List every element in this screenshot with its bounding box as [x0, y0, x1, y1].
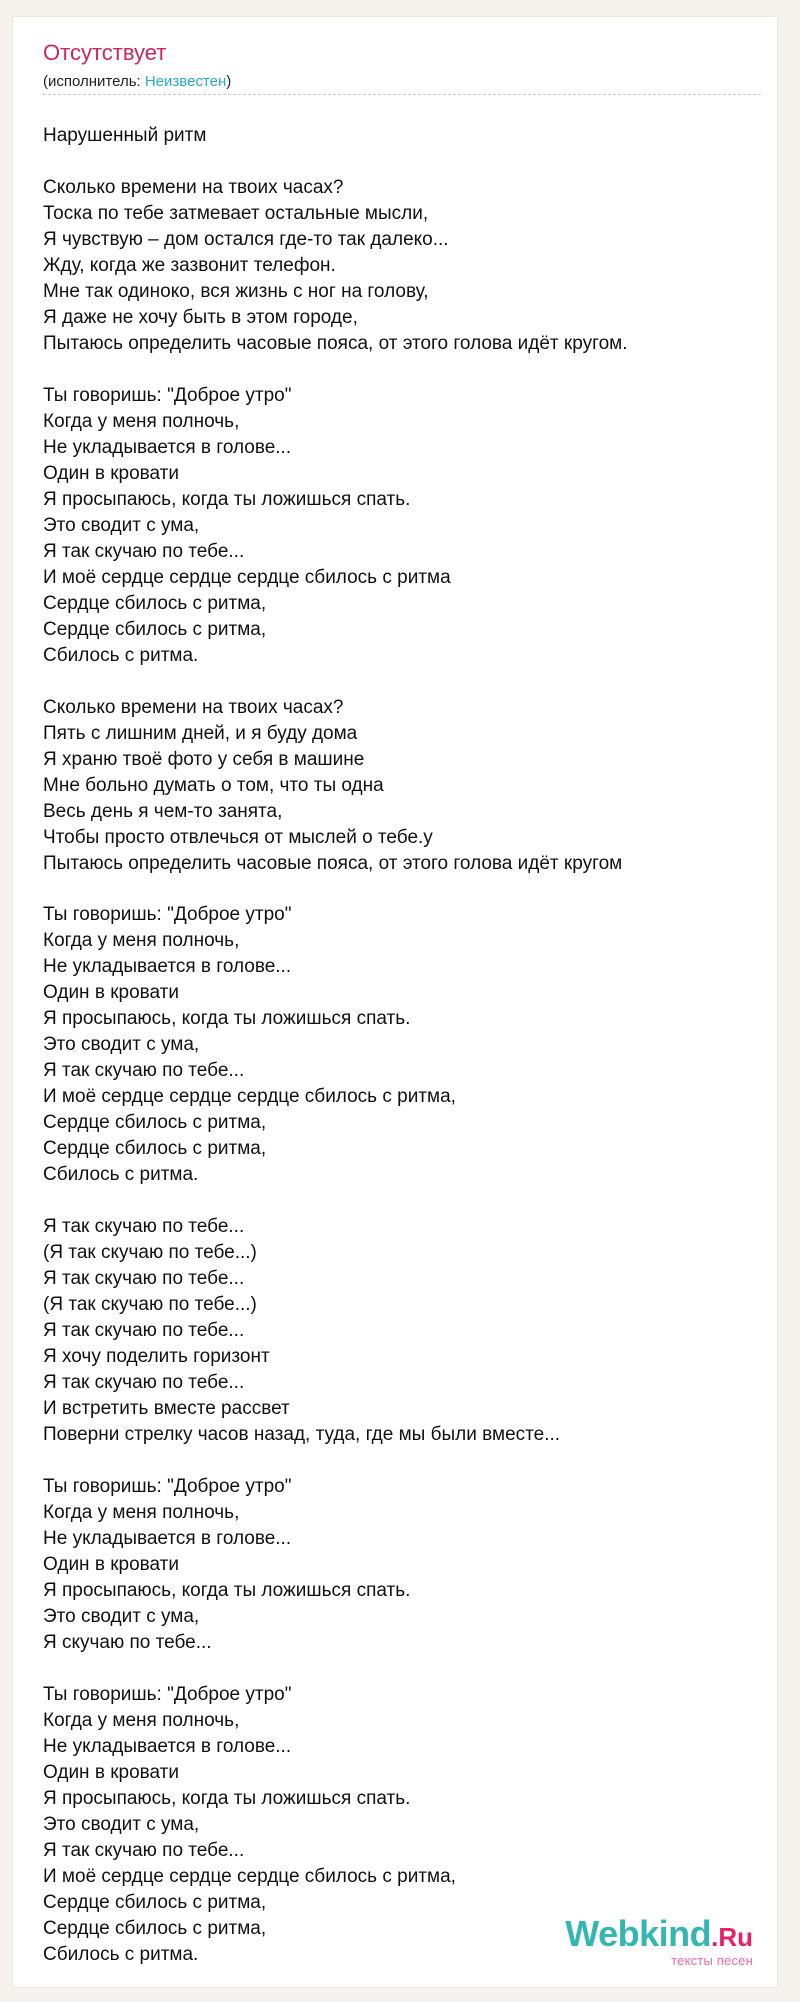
- lyrics-line: Сколько времени на твоих часах?: [43, 696, 344, 718]
- lyrics-line: И моё сердце сердце сердце сбилось с ритма,: [43, 1086, 456, 1108]
- lyrics-line: Сбилось с ритма.: [43, 1164, 199, 1186]
- lyrics-line: Сердце сбилось с ритма,: [43, 1917, 267, 1939]
- logo-suffix: .Ru: [711, 1922, 753, 1952]
- logo-main-text: Webkind: [565, 1913, 712, 1954]
- lyrics-line: Я так скучаю по тебе...: [43, 1060, 245, 1082]
- lyrics-line: Я так скучаю по тебе...: [43, 1216, 245, 1238]
- lyrics-card: [12, 16, 778, 1988]
- lyrics-line: Когда у меня полночь,: [43, 1709, 240, 1731]
- lyrics-line: Я просыпаюсь, когда ты ложишься спать.: [43, 1580, 411, 1602]
- lyrics-line: Я так скучаю по тебе...: [43, 1839, 245, 1861]
- lyrics-line: Весь день я чем-то занята,: [43, 800, 283, 822]
- song-title: Отсутствует: [43, 40, 167, 65]
- lyrics-line: Когда у меня полночь,: [43, 1502, 240, 1524]
- lyrics-line: Ты говоришь: "Доброе утро": [43, 904, 292, 926]
- lyrics-line: Сбилось с ритма.: [43, 644, 199, 666]
- lyrics-line: Я даже не хочу быть в этом городе,: [43, 306, 358, 328]
- lyrics-line: Один в кровати: [43, 982, 179, 1004]
- lyrics-line: Сердце сбилось с ритма,: [43, 1112, 267, 1134]
- artist-link[interactable]: Неизвестен: [144, 73, 227, 90]
- lyrics-line: Ты говоришь: "Доброе утро": [43, 1476, 292, 1498]
- site-logo[interactable]: [565, 1913, 753, 1968]
- lyrics-blank-line: [43, 1188, 743, 1214]
- lyrics-line: Пытаюсь определить часовые пояса, от этого голова идёт кругом: [43, 852, 623, 874]
- lyrics-line: Это сводит с ума,: [43, 1606, 200, 1628]
- lyrics-line: Я так скучаю по тебе...: [43, 540, 245, 562]
- lyrics-line: Я так скучаю по тебе...: [43, 1320, 245, 1342]
- lyrics-blank-line: [43, 1448, 743, 1474]
- lyrics-line: Не укладывается в голове...: [43, 1735, 292, 1757]
- lyrics-line: Я просыпаюсь, когда ты ложишься спать.: [43, 488, 411, 510]
- lyrics-line: Чтобы просто отвлечься от мыслей о тебе.у: [43, 826, 433, 848]
- lyrics-line: Нарушенный ритм: [43, 125, 207, 146]
- lyrics-line: Жду, когда же зазвонит телефон.: [43, 254, 336, 276]
- lyrics-line: Сердце сбилось с ритма,: [43, 1891, 267, 1913]
- lyrics-line: Я хочу поделить горизонт: [43, 1346, 270, 1368]
- artist-suffix: ): [226, 73, 232, 90]
- lyrics-line: Когда у меня полночь,: [43, 410, 240, 432]
- lyrics-line: Я храню твоё фото у себя в машине: [43, 748, 365, 770]
- lyrics-line: Сердце сбилось с ритма,: [43, 1138, 267, 1160]
- lyrics-line: Я просыпаюсь, когда ты ложишься спать.: [43, 1008, 411, 1030]
- lyrics-line: Это сводит с ума,: [43, 1813, 200, 1835]
- artist-line: [43, 73, 231, 91]
- lyrics-line: Сбилось с ритма.: [43, 1943, 199, 1965]
- lyrics-line: (Я так скучаю по тебе...): [43, 1242, 257, 1264]
- lyrics-line: Пытаюсь определить часовые пояса, от этого голова идёт кругом.: [43, 332, 628, 354]
- lyrics-line: (Я так скучаю по тебе...): [43, 1294, 257, 1316]
- lyrics-line: Это сводит с ума,: [43, 1034, 200, 1056]
- lyrics-line: И встретить вместе рассвет: [43, 1398, 290, 1420]
- lyrics-line: Тоска по тебе затмевает остальные мысли,: [43, 202, 429, 224]
- lyrics-line: Я чувствую – дом остался где-то так далеко...: [43, 228, 449, 250]
- lyrics-line: Я так скучаю по тебе...: [43, 1268, 245, 1290]
- lyrics-blank-line: [43, 669, 743, 695]
- lyrics-line: И моё сердце сердце сердце сбилось с ритма,: [43, 1865, 456, 1887]
- lyrics-line: Мне больно думать о том, что ты одна: [43, 774, 384, 796]
- lyrics-text: [43, 123, 743, 1968]
- lyrics-line: Один в кровати: [43, 1761, 179, 1783]
- lyrics-line: Это сводит с ума,: [43, 514, 200, 536]
- lyrics-line: Сколько времени на твоих часах?: [43, 176, 344, 198]
- lyrics-line: Поверни стрелку часов назад, туда, где мы были вместе...: [43, 1424, 561, 1446]
- artist-prefix: (исполнитель:: [43, 73, 145, 90]
- lyrics-line: Мне так одиноко, вся жизнь с ног на голову,: [43, 280, 429, 302]
- lyrics-blank-line: [43, 877, 743, 903]
- lyrics-blank-line: [43, 149, 743, 175]
- lyrics-line: Не укладывается в голове...: [43, 436, 292, 458]
- lyrics-blank-line: [43, 1656, 743, 1682]
- lyrics-line: Сердце сбилось с ритма,: [43, 618, 267, 640]
- lyrics-line: Сердце сбилось с ритма,: [43, 592, 267, 614]
- logo-subtitle: тексты песен: [671, 1953, 753, 1968]
- lyrics-line: Не укладывается в голове...: [43, 1528, 292, 1550]
- lyrics-line: И моё сердце сердце сердце сбилось с ритма: [43, 566, 451, 588]
- lyrics-line: Не укладывается в голове...: [43, 956, 292, 978]
- lyrics-line: Пять с лишним дней, и я буду дома: [43, 722, 358, 744]
- lyrics-blank-line: [43, 357, 743, 383]
- lyrics-line: Один в кровати: [43, 1554, 179, 1576]
- lyrics-line: Ты говоришь: "Доброе утро": [43, 1683, 292, 1705]
- lyrics-line: Я так скучаю по тебе...: [43, 1372, 245, 1394]
- lyrics-line: Когда у меня полночь,: [43, 930, 240, 952]
- lyrics-line: Один в кровати: [43, 462, 179, 484]
- lyrics-line: Я скучаю по тебе...: [43, 1632, 212, 1653]
- lyrics-line: Ты говоришь: "Доброе утро": [43, 384, 292, 406]
- header-divider: [43, 94, 761, 95]
- lyrics-line: Я просыпаюсь, когда ты ложишься спать.: [43, 1787, 411, 1809]
